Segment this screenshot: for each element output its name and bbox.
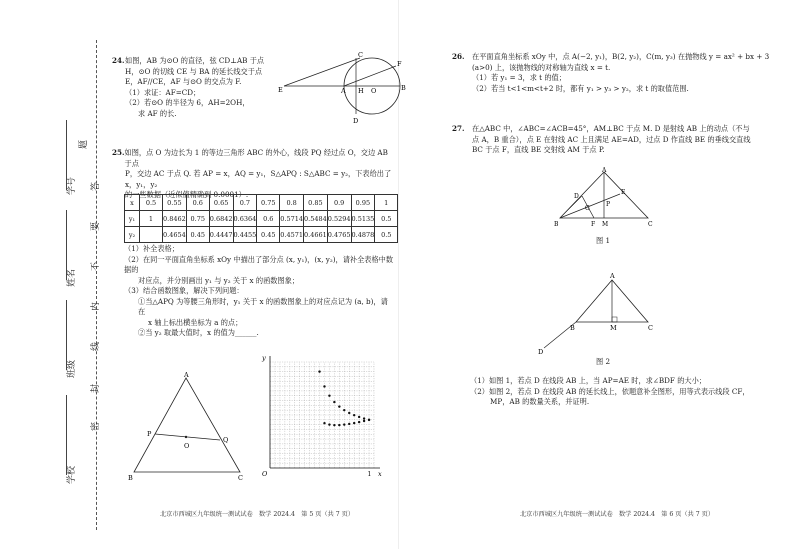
point-label: G <box>585 205 590 212</box>
point-label: D <box>574 193 579 200</box>
figure-2-caption: 图 2 <box>596 357 611 366</box>
table-cell: 0.4571 <box>280 227 304 243</box>
table-cell: 0.75 <box>257 195 280 211</box>
question-text: H，⊙O 的切线 CE 与 BA 的延长线交于点 <box>125 66 263 76</box>
question-number: 26. <box>452 52 465 61</box>
seal-char: 题 <box>79 139 90 150</box>
table-cell: 0.5 <box>375 211 398 227</box>
table-cell: 0.4654 <box>163 227 187 243</box>
point-label: C <box>648 324 653 332</box>
y2-data-point <box>368 419 370 421</box>
y2-data-point <box>348 423 350 425</box>
figure-1-caption: 图 1 <box>596 236 611 245</box>
student-id-line <box>66 120 67 190</box>
table-cell: 0.8 <box>280 195 304 211</box>
question-part: （2）在同一平面直角坐标系 xOy 中描出了部分点 (x, y₁)，(x, y₂)，请补全表格中数据的 <box>124 254 394 274</box>
table-cell: 0.7 <box>233 195 257 211</box>
table-cell: 0.75 <box>186 211 209 227</box>
table-cell: 0.8462 <box>163 211 187 227</box>
y2-data-point <box>338 424 340 426</box>
school-line <box>66 395 67 475</box>
y2-data-point <box>328 423 330 425</box>
seal-char: 要 <box>91 221 102 232</box>
table-row-header: y₁ <box>125 211 140 227</box>
point-label: B <box>570 324 575 332</box>
point-label: A <box>602 167 607 174</box>
point-label: E <box>621 189 626 196</box>
question-part: （1）补全表格； <box>124 244 179 253</box>
table-cell: 0.5 <box>375 227 398 243</box>
table-cell: 0.5135 <box>351 211 375 227</box>
table-row <box>125 211 398 227</box>
table-cell: 0.4878 <box>351 227 375 243</box>
origin-label: O <box>262 470 268 478</box>
question-text: 如图，点 O 为边长为 1 的等边三角形 ABC 的外心，线段 PQ 经过点 O，交边 AB 于点 <box>124 148 388 168</box>
y1-data-point <box>323 385 325 387</box>
q24-circle-figure <box>276 50 416 126</box>
question-text: (a>0) 上，该抛物线的对称轴为直线 x = t. <box>472 62 611 72</box>
question-26 <box>452 52 782 94</box>
value-table <box>124 194 398 243</box>
table-row-header: x <box>125 195 140 211</box>
table-cell: 0.5 <box>140 195 163 211</box>
point-label: P <box>606 201 611 208</box>
seal-char: 线 <box>91 341 102 352</box>
q27-figure-2 <box>536 268 666 360</box>
question-part: ①当△APQ 为等腰三角形时，y₁ 关于 x 的函数图象上的对应点记为 (a, b)，请在 <box>138 296 388 316</box>
y1-data-point <box>353 414 355 416</box>
y1-data-point <box>338 405 340 407</box>
question-number: 25. <box>112 148 125 157</box>
table-cell: 0.6364 <box>233 211 257 227</box>
question-part: ②当 y₂ 取最大值时，x 的值为______. <box>138 328 259 337</box>
table-row <box>125 195 398 211</box>
name-line <box>66 210 67 280</box>
table-cell: 0.5484 <box>304 211 328 227</box>
question-text: BC 于点 F，直线 BE 交射线 AM 于点 P. <box>472 145 605 154</box>
y2-data-point <box>343 423 345 425</box>
point-label: E <box>278 86 283 94</box>
y1-data-point <box>358 416 360 418</box>
point-label: M <box>610 324 617 332</box>
point-label: F <box>397 60 402 68</box>
question-text: 的一些数据（近似值精确到 0.0001）. <box>125 190 249 199</box>
grid-lines <box>270 362 374 468</box>
y1-data-point <box>363 417 365 419</box>
question-part: 对应点，并分别画出 y₁ 与 y₂ 关于 x 的函数图象； <box>138 275 300 285</box>
table-cell: 0.65 <box>209 195 233 211</box>
question-part: （1）求证：AF=CD； <box>125 87 201 97</box>
table-cell: 0.45 <box>186 227 209 243</box>
seal-char: 密 <box>91 421 102 432</box>
name-label: 姓名 <box>67 268 77 287</box>
table-row-header: y₂ <box>125 227 140 243</box>
point-label: M <box>602 221 609 228</box>
point-label: A <box>184 371 189 379</box>
y1-data-point <box>328 395 330 397</box>
table-cell: 0.6842 <box>209 211 233 227</box>
point-label: C <box>358 51 363 59</box>
table-cell: 0.4455 <box>233 227 257 243</box>
y2-data-point <box>353 422 355 424</box>
point-label: P <box>147 430 152 438</box>
question-part: （2）如图 2，若点 D 在线段 AB 的延长线上，依题意补全图形，用等式表示线段 CF， <box>470 386 750 396</box>
question-part: （3）结合函数图象，解决下列问题： <box>124 286 244 295</box>
y1-data-point <box>318 370 320 372</box>
question-text: E，AF//CE，AF 与⊙O 的交点为 F. <box>125 77 242 86</box>
table-cell: 0.6 <box>257 211 280 227</box>
point-label: O <box>371 87 377 95</box>
table-cell: 1 <box>140 211 163 227</box>
seal-char: 不 <box>91 261 102 272</box>
question-part: 求 AF 的长. <box>138 108 177 118</box>
table-cell: 0.4447 <box>209 227 233 243</box>
seal-char: 内 <box>91 301 102 312</box>
question-text: 在△ABC 中，∠ABC=∠ACB=45°，AM⊥BC 于点 M. D 是射线 AB 上的动点（不与 <box>472 124 750 133</box>
question-part: MP，AB 的数量关系，并证明. <box>490 397 590 406</box>
point-label: F <box>591 221 596 228</box>
table-cell: 0.6 <box>186 195 209 211</box>
question-part: （2）若⊙O 的半径为 6，AH=2OH， <box>125 98 250 107</box>
y-axis-label: y <box>262 354 266 362</box>
point-label: B <box>401 84 406 92</box>
question-27-parts <box>470 376 790 408</box>
table-row <box>125 227 398 243</box>
page-footer-right: 北京市西城区九年级统一测试试卷 数学 2024.4 第 6 页（共 7 页） <box>520 511 715 518</box>
question-part: （2）若当 t<1<m<t+2 时，都有 y₁ > y₃ > y₂，求 t 的取值范围. <box>472 83 689 93</box>
point-label: A <box>610 272 615 280</box>
q27-figure-1 <box>552 166 662 232</box>
y2-data-point <box>363 420 365 422</box>
table-cell: 0.5294 <box>327 211 351 227</box>
graph-axes <box>270 356 380 468</box>
table-cell: 0.95 <box>351 195 375 211</box>
point-label: C <box>238 474 243 482</box>
class-line <box>66 300 67 370</box>
question-text: 点 A，B 重合），点 E 在射线 AC 上且满足 AE=AD，过点 D 作直线 BE 的垂线交直线 <box>472 134 751 144</box>
table-cell <box>140 227 163 243</box>
question-text: 在平面直角坐标系 xOy 中，点 A(−2, y₁)，B(2, y₂)，C(m, y₃) 在抛物线 y = ax² + bx + 3 <box>472 52 770 61</box>
point-label: B <box>128 474 133 482</box>
table-cell: 1 <box>375 195 398 211</box>
q25-function-graph <box>260 352 385 478</box>
x-axis-label: x <box>378 470 382 478</box>
table-cell: 0.85 <box>304 195 328 211</box>
y2-data-point <box>358 421 360 423</box>
question-number: 24. <box>112 56 125 65</box>
y1-data-point <box>343 409 345 411</box>
point-label: D <box>538 348 544 356</box>
point-label: C <box>648 221 653 228</box>
y1-data-point <box>348 412 350 414</box>
class-label: 班级 <box>67 359 77 378</box>
table-cell: 0.5714 <box>280 211 304 227</box>
question-text: 如图，AB 为⊙O 的直径，弦 CD⊥AB 于点 <box>125 56 265 65</box>
point-label: B <box>554 221 559 228</box>
question-part: （1）若 y₁ = 3，求 t 的值； <box>472 73 566 82</box>
page-footer-left: 北京市西城区九年级统一测试试卷 数学 2024.4 第 5 页（共 7 页） <box>160 511 355 518</box>
question-25 <box>112 148 392 201</box>
question-part: （1）如图 1，若点 D 在线段 AB 上，当 AP=AE 时，求∠BDF 的大小； <box>470 376 706 385</box>
binding-dashed-line <box>96 40 97 530</box>
table-cell: 0.4661 <box>304 227 328 243</box>
point-label: Q <box>223 436 229 444</box>
question-27 <box>452 124 782 156</box>
q25-triangle-figure <box>124 370 252 482</box>
y1-data-point <box>333 401 335 403</box>
point-label: H <box>358 87 364 95</box>
point-label: D <box>353 117 359 125</box>
y2-data-point <box>333 424 335 426</box>
seal-char: 答 <box>91 181 102 192</box>
question-part: x 轴上标出横坐标为 a 的点； <box>148 317 243 327</box>
table-cell: 0.55 <box>163 195 187 211</box>
seal-char: 封 <box>91 383 102 394</box>
point-label: O <box>184 442 190 450</box>
table-cell: 0.4765 <box>327 227 351 243</box>
x-tick-label: 1 <box>367 471 372 478</box>
table-cell: 0.45 <box>257 227 280 243</box>
school-label: 学校 <box>67 465 77 484</box>
question-24 <box>112 56 272 119</box>
question-25-parts <box>124 244 394 339</box>
student-id-label: 学号 <box>67 176 77 195</box>
y2-data-point <box>323 422 325 424</box>
table-cell: 0.9 <box>327 195 351 211</box>
question-number: 27. <box>452 124 465 133</box>
question-text: P，交边 AC 于点 Q. 若 AP = x，AQ = y₁，S△APQ : S△ABC = y₂，下表给出了 x，y₁，y₂ <box>125 169 392 189</box>
point-label: A <box>341 87 346 95</box>
